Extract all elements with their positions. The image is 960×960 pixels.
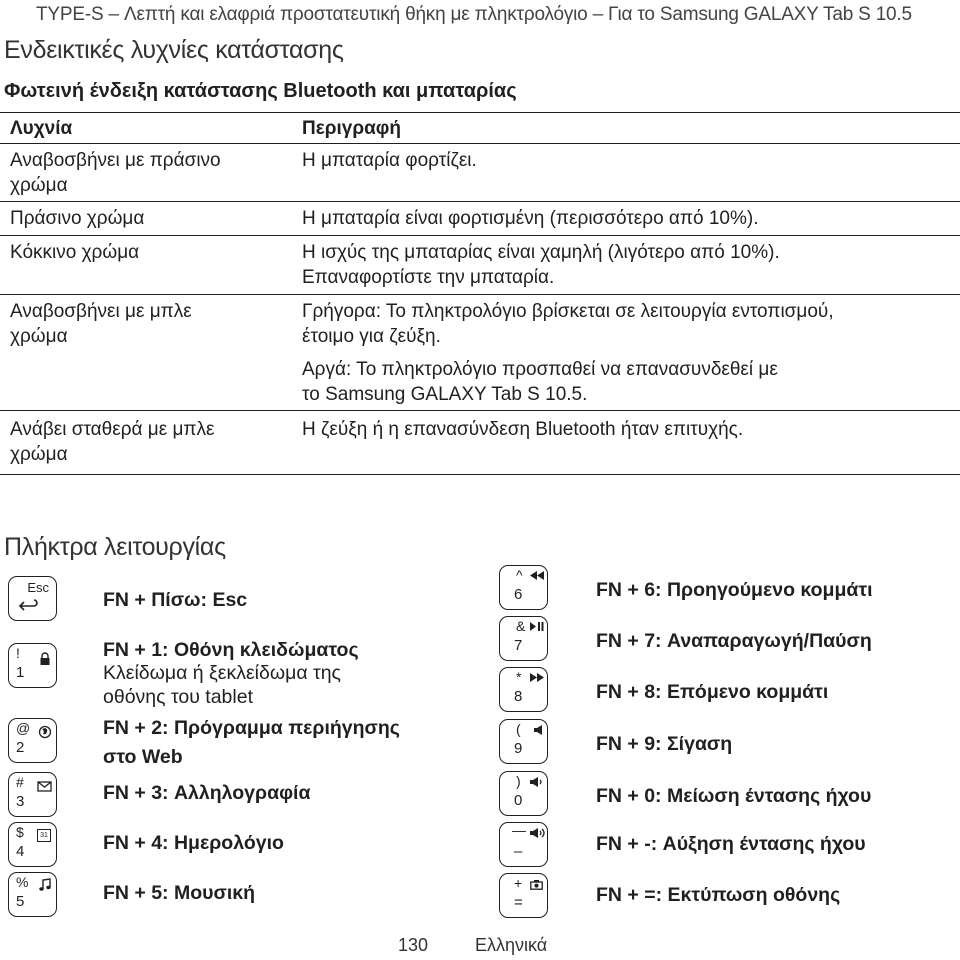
fn-label-8: FN + 8: Επόμενο κομμάτι [596, 681, 829, 703]
column-header-light: Λυχνία [10, 118, 73, 139]
fn-desc-1: Κλείδωμα ή ξεκλείδωμα της οθόνης του tablet [103, 662, 341, 708]
fn-label-esc: FN + Πίσω: Esc [103, 589, 248, 611]
document-header: TYPE-S – Λεπτή και ελαφριά προστατευτική θήκη με πληκτρολόγιο – Για το Samsung GALAXY Tab S 10.5 [36, 4, 912, 25]
table-row-light: Πράσινο χρώμα [10, 208, 145, 229]
key-6: ^ 6 [499, 565, 548, 610]
fn-label-5: FN + 5: Μουσική [103, 882, 256, 904]
key-0: ) 0 [499, 771, 548, 816]
key-2: @ 2 [8, 718, 57, 763]
table-row-light: Αναβοσβήνει με πράσινο χρώμα [10, 150, 221, 196]
status-lights-title: Ενδεικτικές λυχνίες κατάστασης [4, 36, 344, 64]
play-pause-icon [530, 622, 544, 631]
fn-label-7: FN + 7: Αναπαραγωγή/Παύση [596, 630, 872, 652]
screenshot-icon [530, 880, 543, 890]
calendar-icon: 31 [37, 829, 51, 842]
column-header-description: Περιγραφή [302, 118, 401, 139]
fn-label-1: FN + 1: Οθόνη κλειδώματος [103, 639, 359, 661]
page-number: 130 [398, 935, 429, 955]
lock-icon [39, 652, 51, 666]
fn-label-0: FN + 0: Μείωση έντασης ήχου [596, 785, 872, 807]
key-8: * 8 [499, 667, 548, 712]
key-5: % 5 [8, 872, 57, 917]
next-track-icon [530, 673, 544, 682]
table-row-rule [0, 410, 960, 411]
table-row-description: Η ζεύξη ή η επανασύνδεση Bluetooth ήταν επιτυχής. [302, 419, 744, 440]
volume-up-icon [530, 828, 546, 838]
fn-label-9: FN + 9: Σίγαση [596, 733, 733, 755]
table-bottom-rule [0, 474, 960, 475]
table-row-description: Γρήγορα: Το πληκτρολόγιο βρίσκεται σε λειτουργία εντοπισμού, έτοιμο για ζεύξη. Αργά: Το πληκτρολόγιο προσπαθεί να επανασυνδεθεί με το Samsung GALAXY Tab S 10.5. [302, 301, 834, 405]
table-row-light: Ανάβει σταθερά με μπλε χρώμα [10, 419, 215, 465]
key-9: ( 9 [499, 719, 548, 764]
table-row-light: Αναβοσβήνει με μπλε χρώμα [10, 301, 192, 347]
mute-icon [534, 725, 543, 735]
function-keys-title: Πλήκτρα λειτουργίας [4, 533, 226, 561]
table-row-rule [0, 201, 960, 202]
fn-label-6: FN + 6: Προηγούμενο κομμάτι [596, 579, 873, 601]
fn-label-minus: FN + -: Αύξηση έντασης ήχου [596, 833, 866, 855]
envelope-icon [37, 781, 52, 792]
key-equals: + = [499, 873, 548, 918]
table-row-description: Η ισχύς της μπαταρίας είναι χαμηλή (λιγότερο από 10%). Επαναφορτίστε την μπαταρία. [302, 242, 780, 288]
table-row-description: Η μπαταρία φορτίζει. [302, 150, 477, 171]
key-esc: Esc [8, 576, 57, 621]
key-3: # 3 [8, 772, 57, 817]
volume-down-icon [530, 777, 544, 787]
table-row-light: Κόκκινο χρώμα [10, 242, 140, 263]
key-1: ! 1 [8, 643, 57, 688]
table-top-rule [0, 112, 960, 113]
fn-label-equals: FN + =: Εκτύπωση οθόνης [596, 884, 841, 906]
footer-language: Ελληνικά [475, 935, 548, 955]
table-row-rule [0, 235, 960, 236]
table-row-rule [0, 294, 960, 295]
fn-label-2: FN + 2: Πρόγραμμα περιήγησης στο Web [103, 717, 400, 768]
key-minus: — – [499, 822, 548, 867]
status-lights-subtitle: Φωτεινή ένδειξη κατάστασης Bluetooth και μπαταρίας [4, 80, 517, 102]
table-header-rule [0, 143, 960, 144]
fn-label-3: FN + 3: Αλληλογραφία [103, 782, 311, 804]
fn-label-4: FN + 4: Ημερολόγιο [103, 832, 284, 854]
table-row-description: Η μπαταρία είναι φορτισμένη (περισσότερο από 10%). [302, 208, 759, 229]
globe-icon [38, 725, 52, 739]
previous-track-icon [530, 571, 544, 580]
music-note-icon [38, 878, 52, 892]
back-arrow-icon [18, 599, 38, 613]
key-4: $ 4 31 [8, 822, 57, 867]
key-7: & 7 [499, 616, 548, 661]
